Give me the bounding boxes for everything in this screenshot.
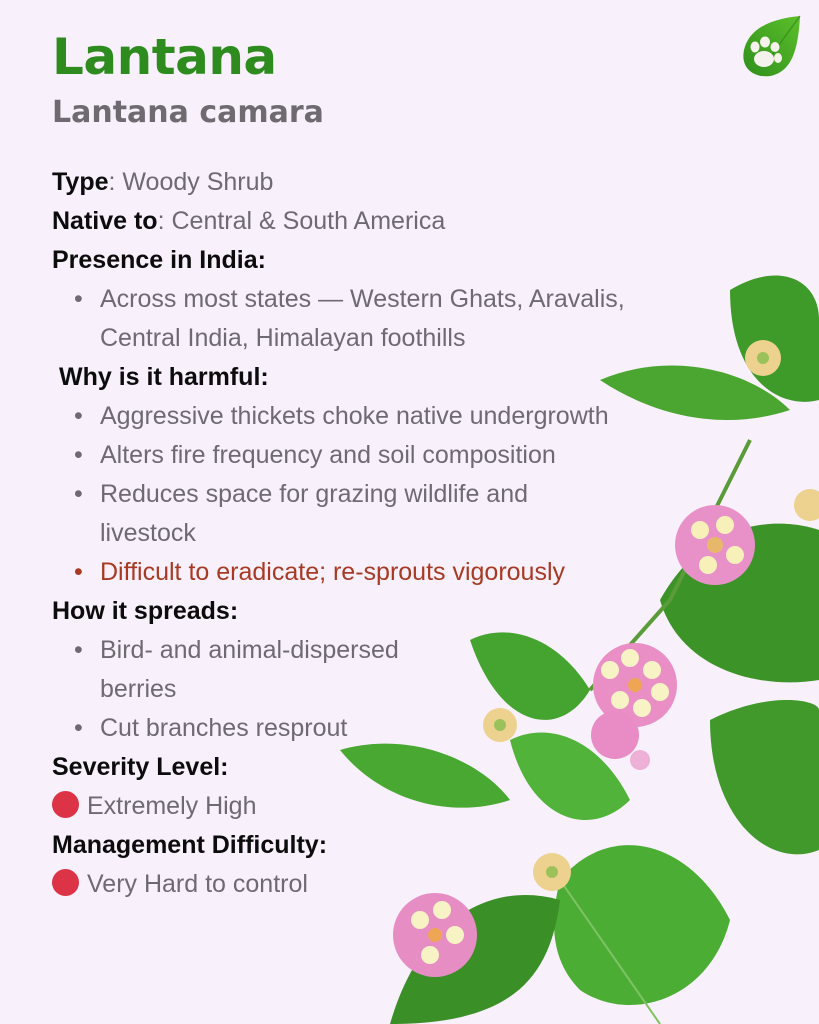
list-item: • Cut branches resprout — [100, 709, 692, 748]
list-item: • Alters fire frequency and soil composition — [100, 436, 692, 475]
list-item: • Reduces space for grazing wildlife and livestock — [100, 475, 600, 553]
red-status-dot-icon — [52, 869, 79, 896]
scientific-name: Lantana camara — [52, 95, 324, 130]
severity-row — [52, 787, 692, 826]
list-item: • Aggressive thickets choke native undergrowth — [100, 397, 692, 436]
management-heading: Management Difficulty: — [52, 831, 328, 859]
spread-heading: How it spreads: — [52, 597, 239, 625]
severity-value: Extremely High — [87, 792, 257, 820]
leaf-paw-icon — [740, 14, 802, 80]
type-value: : Woody Shrub — [108, 168, 274, 196]
native-row — [52, 202, 692, 241]
presence-list — [52, 280, 692, 358]
presence-heading: Presence in India: — [52, 246, 266, 274]
page-title: Lantana — [52, 28, 277, 86]
facts-panel — [52, 163, 692, 904]
native-label: Native to — [52, 207, 158, 235]
list-item-highlight: • Difficult to eradicate; re-sprouts vigorously — [100, 553, 692, 592]
native-value: : Central & South America — [157, 207, 446, 235]
red-status-dot-icon — [52, 791, 79, 818]
spread-list — [52, 631, 692, 748]
list-item: • Bird- and animal-dispersed berries — [100, 631, 450, 709]
management-row — [52, 865, 692, 904]
type-row — [52, 163, 692, 202]
harm-list — [52, 397, 692, 592]
harm-heading: Why is it harmful: — [59, 363, 269, 391]
type-label: Type — [52, 168, 109, 196]
list-item: • Across most states — Western Ghats, Aravalis, Central India, Himalayan foothills — [100, 280, 692, 358]
management-value: Very Hard to control — [87, 870, 308, 898]
severity-heading: Severity Level: — [52, 753, 229, 781]
